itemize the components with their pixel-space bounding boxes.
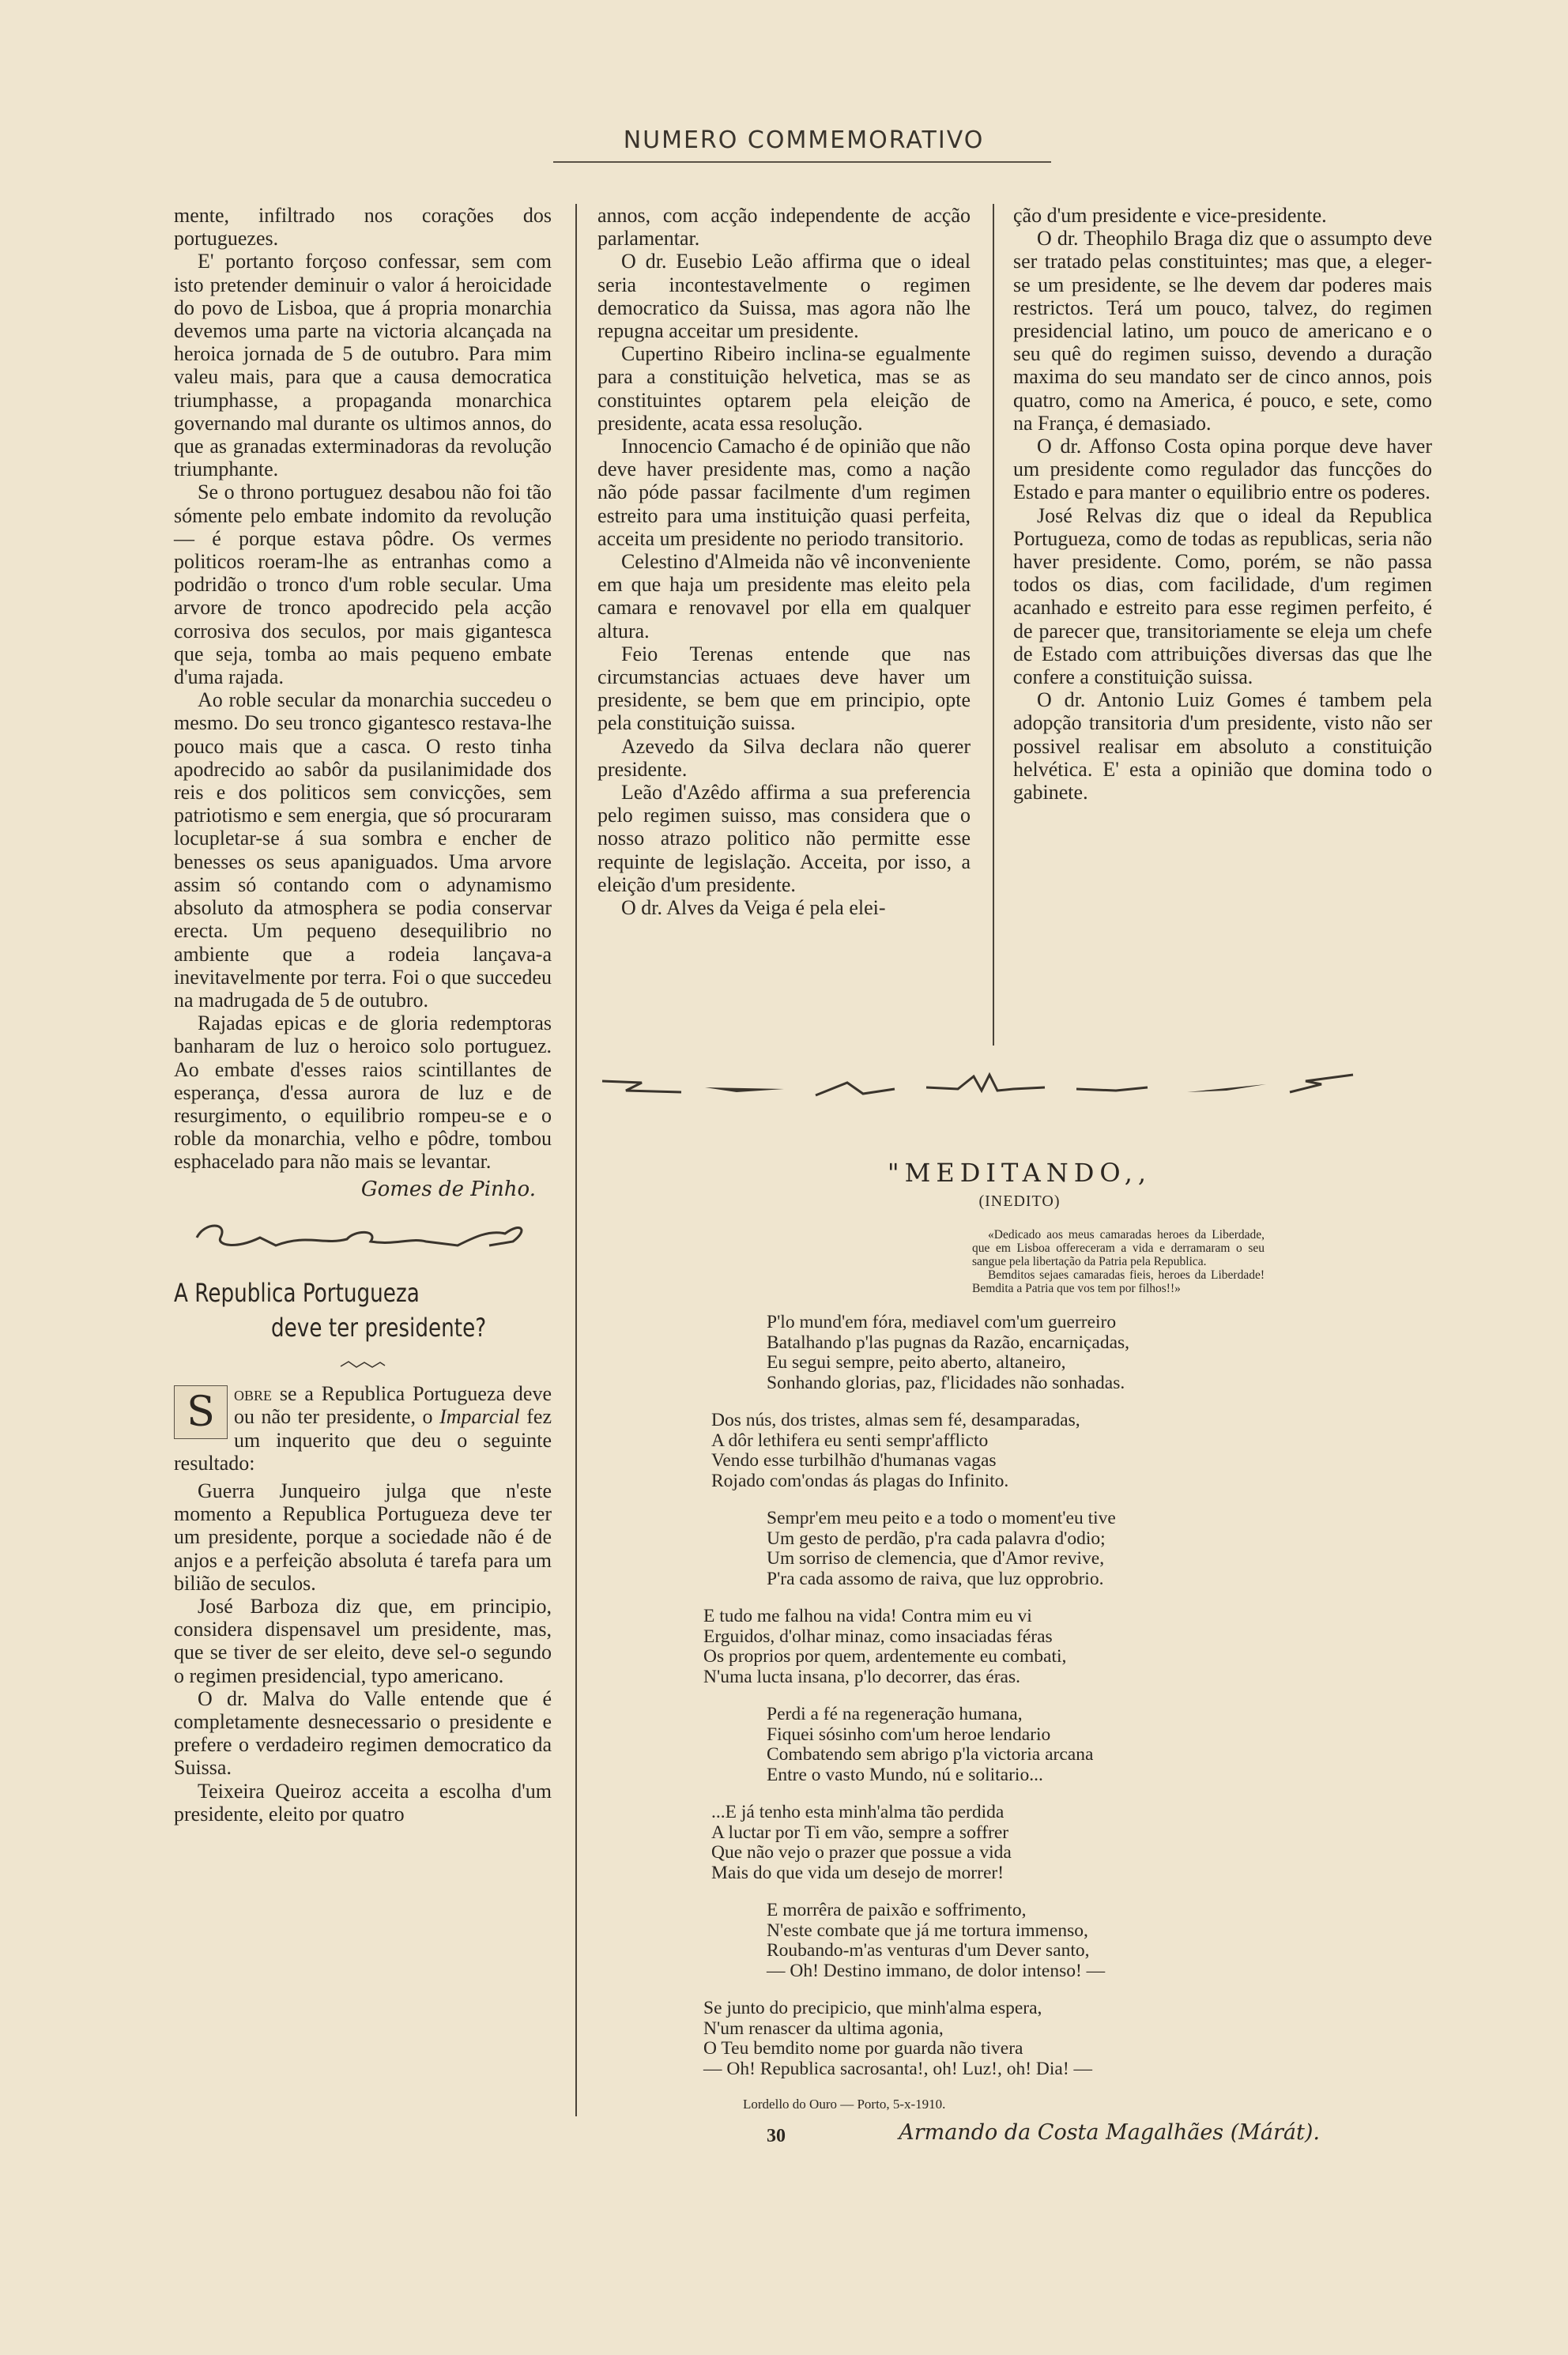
poem-signature: Armando da Costa Magalhães (Márát). (899, 2120, 1320, 2145)
article-title (174, 1275, 550, 1345)
paragraph: O dr. Theophilo Braga diz que o assumpto deve ser tratado pelas constituintes; mas que, a eleger-se um presidente, se lhe devem dar poderes mais restrictos. Terá um pouco, talvez, do regimen presidencial latino, um pouco de americano e o seu quê do regimen suisso, devendo a duração maxima do seu mandato ser de cinco annos, pois quatro, como na America, é pouco, e sete, como na França, é demasiado. (1013, 227, 1432, 435)
paragraph: Innocencio Camacho é de opinião que não deve haver presidente mas, como a nação não póde passar facilmente d'um regimen estreito para uma instituição quasi perfeita, acceita um presidente no periodo transitorio. (597, 435, 971, 550)
verse-line: Que não vejo o prazer que possue a vida (711, 1842, 1012, 1863)
verse-line: N'este combate que já me tortura immenso, (767, 1920, 1088, 1941)
paragraph: O dr. Alves da Veiga é pela elei- (621, 896, 886, 920)
column-rule-2 (993, 204, 994, 1046)
paragraph: Celestino d'Almeida não vê inconveniente em que haja um presidente mas eleito pela camara e renovavel por ella em qualquer altura. (597, 550, 971, 642)
paragraph: annos, com acção independente de acção parlamentar. (597, 204, 971, 251)
dropcap: S (174, 1385, 228, 1439)
verse-line: Rojado com'ondas ás plagas do Infinito. (711, 1470, 1009, 1491)
verse-line: Batalhando p'las pugnas da Razão, encarniçadas, (767, 1332, 1130, 1353)
article-title-line-2: deve ter presidente? (271, 1312, 487, 1343)
column-1 (174, 204, 552, 1826)
intro-text: se a Republica Portugueza deve ou não ter presidente, o (234, 1382, 552, 1429)
stanza (695, 1705, 1344, 1785)
poem-date: Lordello do Ouro — Porto, 5-x-1910. (743, 2097, 946, 2112)
column-1-paragraphs-2 (174, 1479, 552, 1826)
signature-gomes: Gomes de Pinho. (360, 1177, 536, 1201)
verse-line: — Oh! Republica sacrosanta!, oh! Luz!, oh! Dia! — (703, 2058, 1093, 2079)
poem-dedication (972, 1228, 1265, 1295)
verse-line: P'ra cada assomo de raiva, que luz opprobrio. (767, 1568, 1104, 1589)
stanza (695, 1509, 1344, 1589)
column-3 (1013, 204, 1432, 804)
verse-line: Perdi a fé na regeneração humana, (767, 1704, 1023, 1724)
column-3-paragraphs (1013, 204, 1432, 804)
paragraph: Rajadas epicas e de gloria redemptoras banharam de luz o heroico solo portuguez. Ao embate d'esses raios scintillantes de esperança, d'essa aurora de luz e de resurgimento, o equilibrio rompeu-se e o roble da monarchia, velho e pôdre, tombou esphacelado para não mais se levantar. (174, 1012, 552, 1174)
paragraph: mente, infiltrado nos corações dos portuguezes. (174, 204, 552, 251)
divider-ornament-2 (594, 1065, 1377, 1109)
verse-line: P'lo mund'em fóra, mediavel com'um guerreiro (767, 1312, 1117, 1332)
verse-line: Fiquei sósinho com'um heroe lendario (767, 1724, 1051, 1745)
paragraph: O dr. Affonso Costa opina porque deve haver um presidente como regulador das funcções do Estado e para manter o equilibrio entre os poderes. (1013, 435, 1432, 504)
verse-line: E morrêra de paixão e soffrimento, (767, 1900, 1027, 1920)
verse-line: Combatendo sem abrigo p'la victoria arcana (767, 1744, 1094, 1765)
paragraph: ção d'um presidente e vice-presidente. (1013, 204, 1327, 227)
article-intro (174, 1382, 552, 1475)
verse-line: A luctar por Ti em vão, sempre a soffrer (711, 1822, 1009, 1843)
paragraph: Teixeira Queiroz acceita a escolha d'um presidente, eleito por quatro (174, 1779, 552, 1826)
poem-subtitle: (INEDITO) (978, 1193, 1061, 1210)
column-1-paragraphs (174, 204, 552, 1174)
verse-line: N'uma lucta insana, p'lo decorrer, das éras. (703, 1666, 1020, 1687)
paragraph: Se o throno portuguez desabou não foi tão sómente pelo embate indomito da revolução — é porque estava pôdre. Os vermes politicos roeram-lhe as entranhas como a podridão o tronco d'um roble secular. Uma arvore de tronco apodrecido pela acção corrosiva dos seculos, por mais gigantesca que seja, tomba ao mais pequeno embate d'uma rajada. (174, 480, 552, 689)
poem (695, 1158, 1344, 2145)
verse-line: E tudo me falhou na vida! Contra mim eu vi (703, 1606, 1032, 1626)
paragraph: Feio Terenas entende que nas circumstancias actuaes deve haver um presidente, se bem que em principio, opte pela constituição suissa. (597, 642, 971, 735)
page-header: NUMERO COMMEMORATIVO (623, 126, 985, 154)
paragraph: Azevedo da Silva declara não querer presidente. (597, 734, 971, 781)
verse-line: Se junto do precipicio, que minh'alma espera, (703, 1998, 1042, 2018)
intro-italic: Imparcial (439, 1405, 520, 1429)
poem-stanzas (695, 1313, 1344, 2079)
verse-line: Um gesto de perdão, p'ra cada palavra d'odio; (767, 1528, 1106, 1549)
verse-line: Um sorriso de clemencia, que d'Amor revive, (767, 1548, 1105, 1569)
verse-line: O Teu bemdito nome por guarda não tivera (703, 2038, 1023, 2059)
intro-smallcaps: obre (234, 1382, 273, 1406)
verse-line: Dos nús, dos tristes, almas sem fé, desamparadas, (711, 1410, 1080, 1430)
paragraph: José Barboza diz que, em principio, considera dispensavel um presidente, mas, que se tiver de ser eleito, deve sel-o segundo o regimen presidencial, typo americano. (174, 1594, 552, 1687)
small-ornament (174, 1351, 552, 1374)
paragraph: E' portanto forçoso confessar, sem com isto pretender deminuir o valor á heroicidade do povo de Lisboa, que á propria monarchia devemos uma parte na victoria alcançada na heroica jornada de 5 de outubro. Para mim valeu mais, para que a causa democratica triumphasse, a propaganda monarchica governando mal durante os ultimos annos, do que as granadas exterminadoras da revolução triumphante. (174, 250, 552, 481)
paragraph: O dr. Antonio Luiz Gomes é tambem pela adopção transitoria d'um presidente, visto não ser possivel realisar em absoluto a constituição helvética. E' esta a opinião que domina todo o gabinete. (1013, 688, 1432, 804)
column-2 (597, 204, 971, 919)
article-title-line-1: A Republica Portugueza (174, 1277, 420, 1308)
dedication-paragraph: «Dedicado aos meus camaradas heroes da Liberdade, que em Lisboa offereceram a vida e derramaram o seu sangue pela libertação da Patria pela Republica. (972, 1228, 1265, 1268)
paragraph: O dr. Eusebio Leão affirma que o ideal seria incontestavelmente o regimen democratico da Suissa, mas agora não lhe repugna acceitar um presidente. (597, 250, 971, 343)
verse-line: ...E já tenho esta minh'alma tão perdida (711, 1802, 1004, 1822)
stanza (695, 1803, 1344, 1883)
poem-title: "MEDITANDO,, (887, 1158, 1152, 1188)
stanza (695, 1607, 1344, 1687)
paragraph: Ao roble secular da monarchia succedeu o mesmo. Do seu tronco gigantesco restava-lhe pouco mais que a casca. O resto tinha apodrecido ao sabôr da pusilanimidade dos reis e dos politicos sem convicções, sem patriotismo e sem energia, que só procuraram locupletar-se á sua sombra e encher de benesses os seus apaniguados. Uma arvore assim só contando com o adynamismo absoluto da atmosphera se podia conservar erecta. Um pequeno desequilibrio no ambiente que a rodeia lançava-a inevitavelmente por terra. Foi o que succedeu na madrugada de 5 de outubro. (174, 688, 552, 1012)
intro-tail: fez um inquerito que deu o seguinte resultado: (174, 1405, 552, 1475)
stanza (695, 1411, 1344, 1491)
verse-line: Sempr'em meu peito e a todo o moment'eu tive (767, 1508, 1116, 1528)
verse-line: Entre o vasto Mundo, nú e solitario... (767, 1764, 1043, 1785)
verse-line: Mais do que vida um desejo de morrer! (711, 1862, 1004, 1883)
stanza (695, 1999, 1344, 2079)
paragraph: Cupertino Ribeiro inclina-se egualmente para a constituição helvetica, mas se as constituintes optarem pela eleição de presidente, acata essa resolução. (597, 342, 971, 435)
stanza (695, 1313, 1344, 1393)
verse-line: A dôr lethifera eu senti sempr'afflicto (711, 1430, 989, 1451)
verse-line: Roubando-m'as venturas d'um Dever santo, (767, 1940, 1090, 1961)
verse-line: Vendo esse turbilhão d'humanas vagas (711, 1450, 997, 1471)
header-rule (553, 161, 1051, 163)
verse-line: Erguidos, d'olhar minaz, como insaciadas féras (703, 1626, 1053, 1647)
dedication-paragraph: Bemditos sejaes camaradas fieis, heroes da Liberdade! Bemdita a Patria que vos tem por filhos!!» (972, 1268, 1265, 1295)
paragraph: Guerra Junqueiro julga que n'este momento a Republica Portugueza deve ter um presidente, porque a sociedade não é de anjos e a perfeição absoluta é tarefa para um bilião de seculos. (174, 1479, 552, 1595)
verse-line: Eu segui sempre, peito aberto, altaneiro, (767, 1352, 1066, 1373)
column-rule-1 (575, 204, 577, 2116)
verse-line: — Oh! Destino immano, de dolor intenso! — (767, 1960, 1106, 1981)
page-number: 30 (767, 2126, 786, 2146)
paragraph: José Relvas diz que o ideal da Republica Portugueza, como de todas as republicas, seria não haver presidente. Como, porém, se não passa todos os dias, com facilidade, d'um regimen acanhado e estreito para esse regimen perfeito, é de parecer que, transitoriamente se eleja um chefe de Estado com attribuições diversas das que lhe confere a constituição suissa. (1013, 503, 1432, 689)
stanza (695, 1901, 1344, 1981)
verse-line: N'um renascer da ultima agonia, (703, 2018, 944, 2039)
verse-line: Sonhando glorias, paz, f'licidades não sonhadas. (767, 1372, 1125, 1393)
paragraph: O dr. Malva do Valle entende que é completamente desnecessario o presidente e prefere o verdadeiro regimen democratico da Suissa. (174, 1686, 552, 1780)
divider-ornament-1 (174, 1214, 552, 1258)
verse-line: Os proprios por quem, ardentemente eu combati, (703, 1646, 1067, 1667)
paragraph: Leão d'Azêdo affirma a sua preferencia pelo regimen suisso, mas considera que o nosso atrazo politico não permitte esse requinte de legislação. Acceita, por isso, a eleição d'um presidente. (597, 781, 971, 896)
column-2-paragraphs (597, 204, 971, 919)
